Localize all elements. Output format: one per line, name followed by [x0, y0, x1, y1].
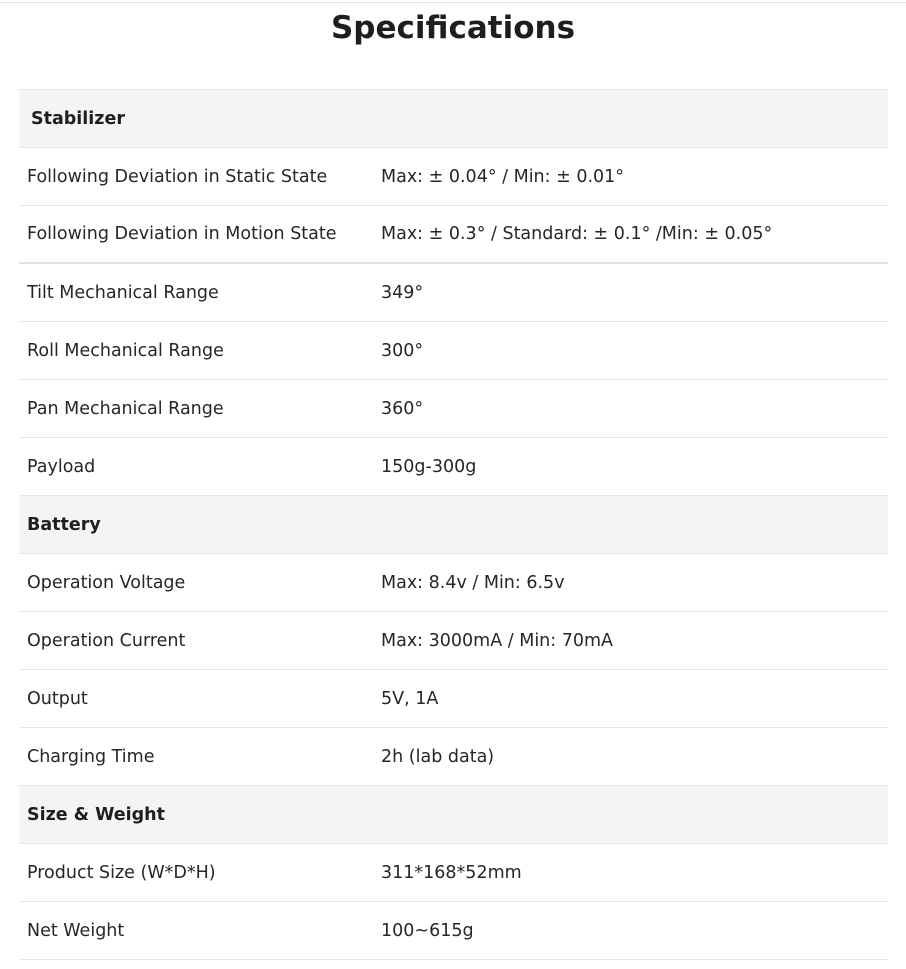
spec-label: Operation Current: [27, 630, 186, 651]
table-row: [19, 264, 888, 322]
table-row: [19, 670, 888, 728]
spec-label: Net Weight: [27, 920, 125, 941]
table-row: [19, 844, 888, 902]
spec-label: Following Deviation in Motion State: [27, 224, 337, 244]
spec-value: 311*168*52mm: [381, 862, 522, 883]
table-row: [19, 902, 888, 960]
table-row: [19, 148, 888, 206]
table-row: [19, 438, 888, 496]
section-header-stabilizer: [19, 89, 888, 148]
page-title: Specifications: [330, 10, 576, 46]
table-row: [19, 206, 888, 264]
spec-label: Product Size (W*D*H): [27, 862, 216, 883]
table-row: [19, 612, 888, 670]
spec-value: 150g-300g: [381, 456, 477, 477]
section-title: Size & Weight: [27, 804, 166, 825]
spec-label: Output: [27, 688, 88, 709]
spec-value: Max: ± 0.3° / Standard: ± 0.1° /Min: ± 0.05°: [381, 224, 773, 244]
table-row: [19, 380, 888, 438]
spec-label: Charging Time: [27, 746, 155, 767]
section-title: Stabilizer: [31, 108, 125, 129]
spec-value: 349°: [381, 282, 424, 303]
spec-value: 300°: [381, 340, 424, 361]
spec-value: Max: 8.4v / Min: 6.5v: [381, 572, 565, 593]
spec-label: Tilt Mechanical Range: [27, 282, 219, 303]
top-divider: [0, 2, 906, 3]
spec-value: 5V, 1A: [381, 688, 439, 709]
table-row: [19, 322, 888, 380]
spec-label: Roll Mechanical Range: [27, 340, 224, 361]
spec-value: 100~615g: [381, 920, 474, 941]
section-title: Battery: [27, 514, 101, 535]
section-header-size-weight: [19, 786, 888, 844]
spec-value: Max: 3000mA / Min: 70mA: [381, 630, 614, 651]
table-row: [19, 554, 888, 612]
spec-label: Payload: [27, 456, 96, 477]
spec-label: Following Deviation in Static State: [27, 166, 328, 187]
spec-value: 2h (lab data): [381, 746, 495, 767]
specifications-table: [19, 89, 888, 960]
spec-label: Pan Mechanical Range: [27, 398, 224, 419]
spec-value: Max: ± 0.04° / Min: ± 0.01°: [381, 166, 625, 187]
spec-value: 360°: [381, 398, 424, 419]
section-header-battery: [19, 496, 888, 554]
table-row: [19, 728, 888, 786]
spec-label: Operation Voltage: [27, 572, 186, 593]
